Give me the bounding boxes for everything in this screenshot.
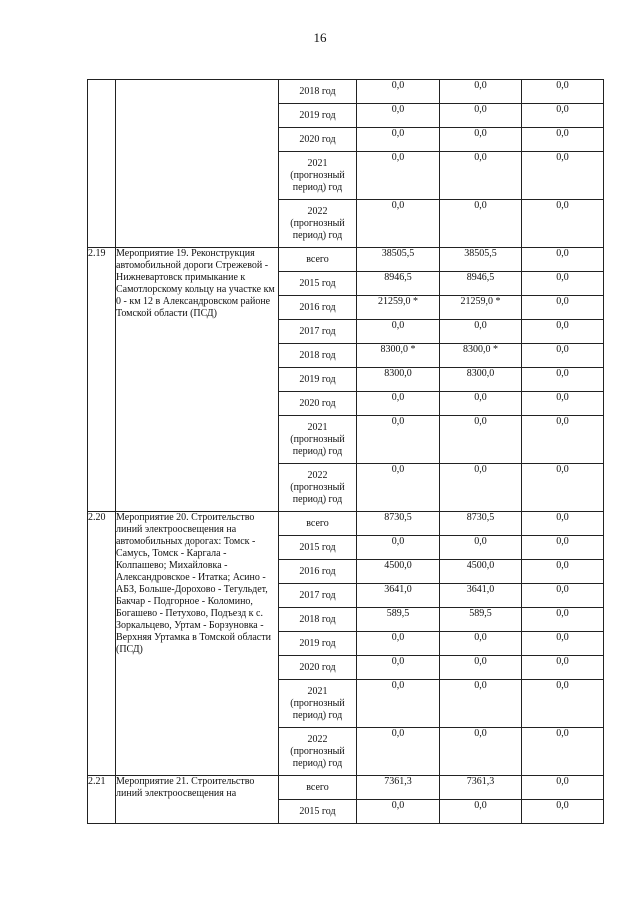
value-other-cell: 0,0: [522, 392, 604, 416]
year-cell: 2016 год: [279, 560, 357, 584]
value-regional-cell: 0,0: [440, 728, 522, 776]
value-total-cell: 0,0: [357, 800, 440, 824]
table-row: [88, 80, 604, 104]
year-cell: 2016 год: [279, 296, 357, 320]
value-other-cell: 0,0: [522, 248, 604, 272]
page-number: 16: [313, 30, 327, 45]
value-regional-cell: 0,0: [440, 656, 522, 680]
value-other-cell: 0,0: [522, 80, 604, 104]
value-other-cell: 0,0: [522, 128, 604, 152]
value-regional-cell: 0,0: [440, 464, 522, 512]
value-total-cell: 8730,5: [357, 512, 440, 536]
table-row: [88, 776, 604, 800]
value-regional-cell: 0,0: [440, 680, 522, 728]
value-other-cell: 0,0: [522, 560, 604, 584]
year-cell: 2022 (прогнозный период) год: [279, 464, 357, 512]
value-regional-cell: 8300,0: [440, 368, 522, 392]
value-other-cell: 0,0: [522, 416, 604, 464]
year-cell: 2019 год: [279, 632, 357, 656]
item-description-cell: [116, 80, 279, 248]
value-total-cell: 0,0: [357, 104, 440, 128]
value-total-cell: 7361,3: [357, 776, 440, 800]
table-row: [88, 248, 604, 272]
value-total-cell: 0,0: [357, 320, 440, 344]
value-other-cell: 0,0: [522, 368, 604, 392]
value-regional-cell: 38505,5: [440, 248, 522, 272]
year-cell: 2021 (прогнозный период) год: [279, 680, 357, 728]
value-total-cell: 4500,0: [357, 560, 440, 584]
year-cell: 2022 (прогнозный период) год: [279, 728, 357, 776]
value-other-cell: 0,0: [522, 800, 604, 824]
value-total-cell: 38505,5: [357, 248, 440, 272]
year-cell: 2018 год: [279, 80, 357, 104]
value-other-cell: 0,0: [522, 512, 604, 536]
value-total-cell: 8300,0: [357, 368, 440, 392]
value-total-cell: 8946,5: [357, 272, 440, 296]
value-total-cell: 0,0: [357, 656, 440, 680]
year-cell: всего: [279, 512, 357, 536]
value-total-cell: 0,0: [357, 152, 440, 200]
value-other-cell: 0,0: [522, 728, 604, 776]
item-description-cell: Мероприятие 19. Реконструкция автомобильной дороги Стрежевой - Нижневартовск примыкание к Самотлорскому кольцу на участке км 0 - км 12 в Александровском районе Томской области (ПСД): [116, 248, 279, 512]
value-other-cell: 0,0: [522, 776, 604, 800]
value-regional-cell: 0,0: [440, 80, 522, 104]
value-total-cell: 0,0: [357, 80, 440, 104]
value-total-cell: 3641,0: [357, 584, 440, 608]
year-cell: 2021 (прогнозный период) год: [279, 152, 357, 200]
value-total-cell: 0,0: [357, 464, 440, 512]
value-regional-cell: 0,0: [440, 152, 522, 200]
item-number-cell: 2.20: [88, 512, 116, 776]
year-cell: всего: [279, 776, 357, 800]
item-number-cell: 2.21: [88, 776, 116, 824]
value-total-cell: 0,0: [357, 632, 440, 656]
value-other-cell: 0,0: [522, 320, 604, 344]
item-description-cell: Мероприятие 21. Строительство линий электроосвещения на: [116, 776, 279, 824]
value-other-cell: 0,0: [522, 152, 604, 200]
value-regional-cell: 0,0: [440, 392, 522, 416]
item-number-cell: 2.19: [88, 248, 116, 512]
value-other-cell: 0,0: [522, 464, 604, 512]
value-other-cell: 0,0: [522, 536, 604, 560]
value-other-cell: 0,0: [522, 680, 604, 728]
value-other-cell: 0,0: [522, 272, 604, 296]
item-number-cell: [88, 80, 116, 248]
value-total-cell: 0,0: [357, 416, 440, 464]
value-regional-cell: 21259,0 *: [440, 296, 522, 320]
year-cell: 2018 год: [279, 344, 357, 368]
value-other-cell: 0,0: [522, 656, 604, 680]
year-cell: 2020 год: [279, 656, 357, 680]
value-other-cell: 0,0: [522, 608, 604, 632]
value-regional-cell: 0,0: [440, 320, 522, 344]
value-regional-cell: 0,0: [440, 632, 522, 656]
year-cell: 2020 год: [279, 392, 357, 416]
year-cell: 2022 (прогнозный период) год: [279, 200, 357, 248]
year-cell: 2018 год: [279, 608, 357, 632]
value-regional-cell: 0,0: [440, 200, 522, 248]
value-regional-cell: 3641,0: [440, 584, 522, 608]
value-total-cell: 0,0: [357, 680, 440, 728]
value-total-cell: 8300,0 *: [357, 344, 440, 368]
year-cell: 2015 год: [279, 272, 357, 296]
year-cell: 2017 год: [279, 320, 357, 344]
item-description-cell: Мероприятие 20. Строительство линий электроосвещения на автомобильных дорогах: Томск - Самусь, Томск - Каргала - Колпашево; Михайловка - Александровское - Итатка; Асино - АБЗ, Больше-Дорохово - Тегульдет, Бакчар - Подгорное - Коломино, Богашево - Петухово, Подъезд к с. Зоркальцево, Уртам - Борзуновка - Верхняя Уртамка в Томской области (ПСД): [116, 512, 279, 776]
value-other-cell: 0,0: [522, 632, 604, 656]
year-cell: 2015 год: [279, 536, 357, 560]
value-regional-cell: 0,0: [440, 104, 522, 128]
value-total-cell: 21259,0 *: [357, 296, 440, 320]
value-other-cell: 0,0: [522, 200, 604, 248]
value-regional-cell: 0,0: [440, 416, 522, 464]
value-regional-cell: 0,0: [440, 536, 522, 560]
value-total-cell: 0,0: [357, 128, 440, 152]
value-other-cell: 0,0: [522, 584, 604, 608]
value-regional-cell: 589,5: [440, 608, 522, 632]
value-total-cell: 0,0: [357, 728, 440, 776]
budget-table: [87, 79, 604, 824]
value-regional-cell: 0,0: [440, 800, 522, 824]
year-cell: 2017 год: [279, 584, 357, 608]
year-cell: 2015 год: [279, 800, 357, 824]
value-other-cell: 0,0: [522, 344, 604, 368]
year-cell: 2021 (прогнозный период) год: [279, 416, 357, 464]
value-regional-cell: 0,0: [440, 128, 522, 152]
value-regional-cell: 8300,0 *: [440, 344, 522, 368]
value-regional-cell: 8946,5: [440, 272, 522, 296]
value-regional-cell: 8730,5: [440, 512, 522, 536]
table-row: [88, 512, 604, 536]
value-total-cell: 589,5: [357, 608, 440, 632]
value-total-cell: 0,0: [357, 200, 440, 248]
year-cell: всего: [279, 248, 357, 272]
value-other-cell: 0,0: [522, 104, 604, 128]
year-cell: 2019 год: [279, 104, 357, 128]
value-regional-cell: 4500,0: [440, 560, 522, 584]
value-total-cell: 0,0: [357, 536, 440, 560]
value-regional-cell: 7361,3: [440, 776, 522, 800]
year-cell: 2019 год: [279, 368, 357, 392]
year-cell: 2020 год: [279, 128, 357, 152]
value-total-cell: 0,0: [357, 392, 440, 416]
value-other-cell: 0,0: [522, 296, 604, 320]
